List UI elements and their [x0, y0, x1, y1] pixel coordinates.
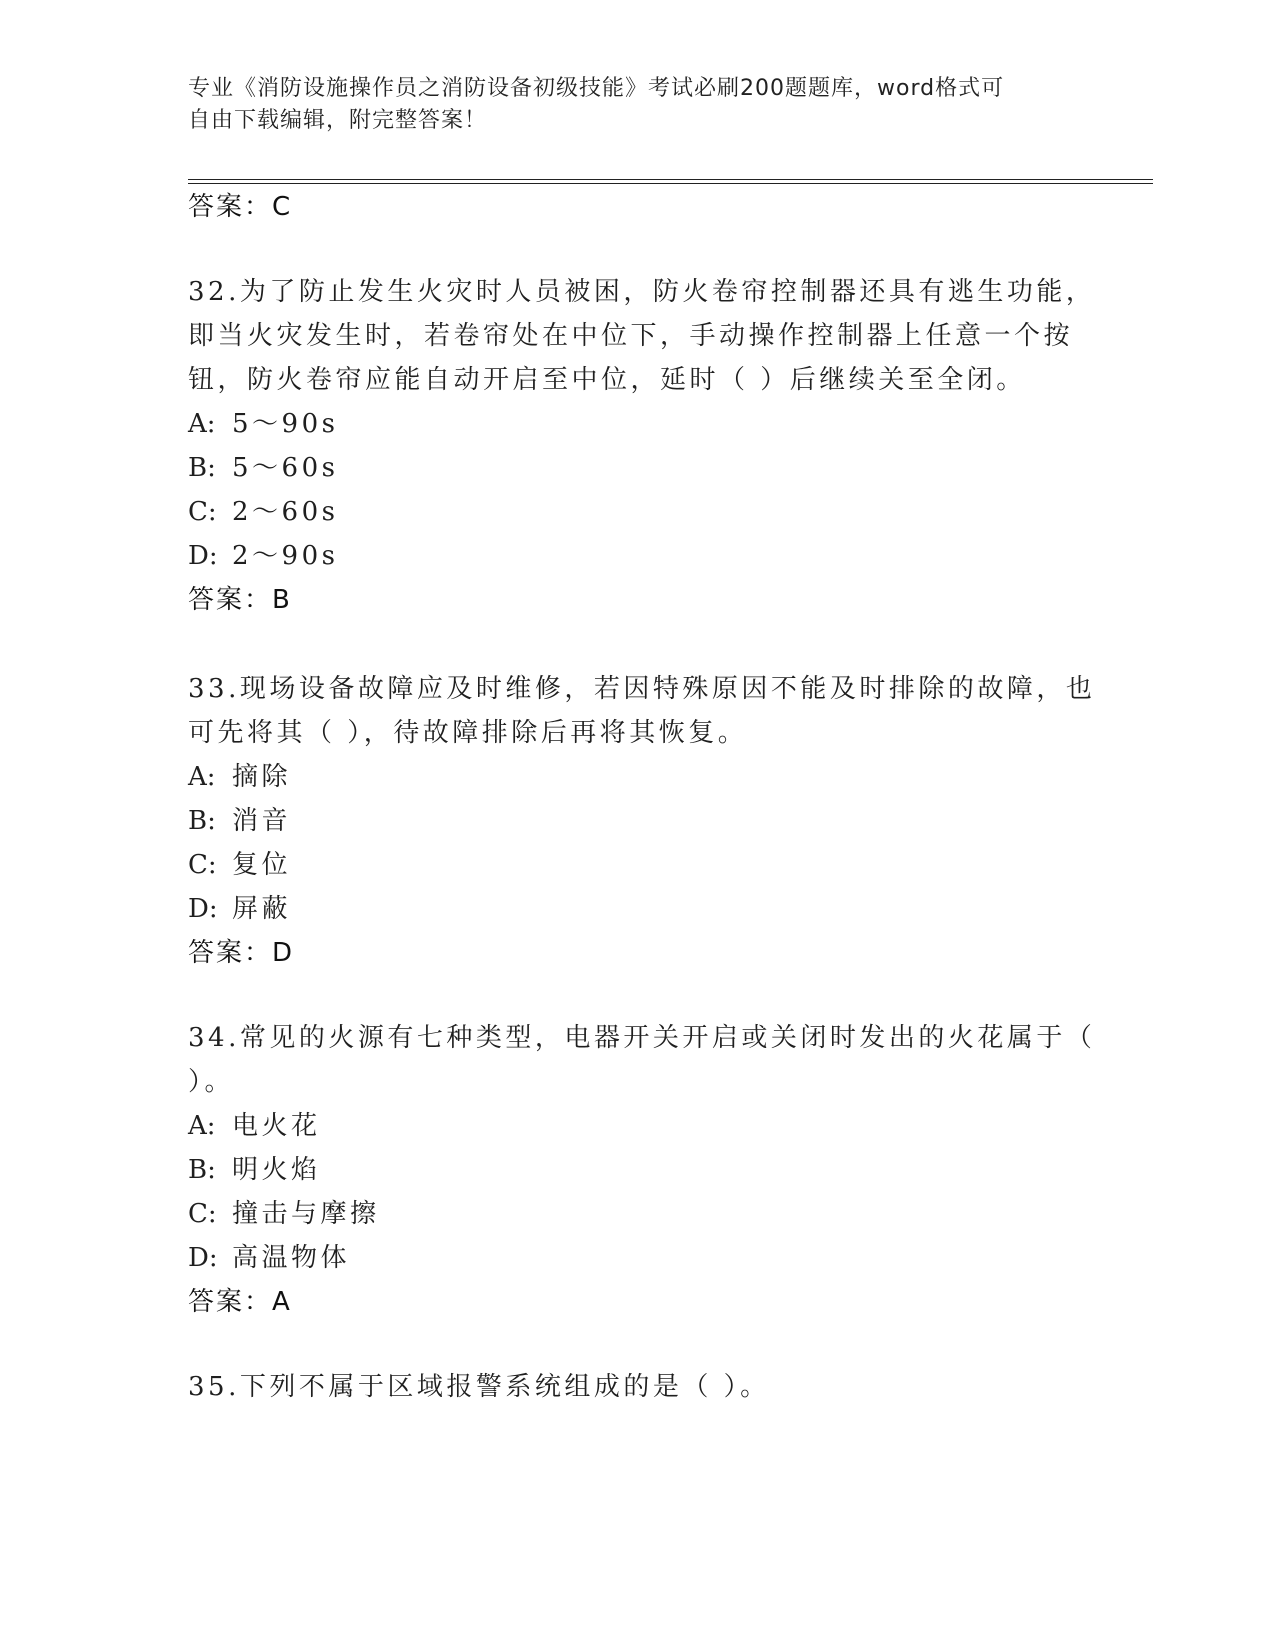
option-letter: C: — [188, 1199, 217, 1229]
question-33-answer: 答案：D — [188, 938, 295, 968]
option-text: 复位 — [232, 850, 292, 880]
question-32-line-2: 即当火灾发生时，若卷帘处在中位下，手动操作控制器上任意一个按 — [188, 321, 1074, 351]
option-letter: D: — [188, 1243, 218, 1273]
option-letter: B: — [188, 453, 216, 483]
question-32-option-c — [188, 491, 338, 528]
question-35-line-1: 35.下列不属于区域报警系统组成的是（ ）。 — [188, 1372, 770, 1402]
question-33-option-b — [188, 800, 291, 837]
previous-answer: 答案：C — [188, 192, 293, 222]
document-header — [188, 73, 1068, 137]
question-34-option-c — [188, 1193, 380, 1230]
header-line-1: 专业《消防设施操作员之消防设备初级技能》考试必刷200题题库，word格式可 — [188, 76, 1005, 101]
question-32-option-b — [188, 447, 338, 484]
question-33-line-2: 可先将其（ ），待故障排除后再将其恢复。 — [188, 718, 748, 748]
option-letter: B: — [188, 1155, 216, 1185]
option-text: 高温物体 — [232, 1243, 351, 1273]
question-33-option-d — [188, 888, 291, 925]
question-33-line-1: 33.现场设备故障应及时维修，若因特殊原因不能及时排除的故障，也 — [188, 674, 1096, 704]
question-34-option-d — [188, 1237, 350, 1274]
option-text: 2～90s — [232, 541, 339, 571]
question-34-option-b — [188, 1149, 321, 1186]
option-letter: A: — [188, 1111, 216, 1141]
question-32-line-3: 钮，防火卷帘应能自动开启至中位，延时（ ）后继续关至全闭。 — [188, 365, 1026, 395]
option-letter: B: — [188, 806, 216, 836]
option-text: 5～90s — [232, 409, 339, 439]
header-rule-bottom — [188, 183, 1153, 184]
question-34-line-2: ）。 — [188, 1067, 235, 1097]
header-rule-top — [188, 179, 1153, 180]
question-34-line-1: 34.常见的火源有七种类型，电器开关开启或关闭时发出的火花属于（ — [188, 1023, 1096, 1053]
question-33-option-c — [188, 844, 291, 881]
question-32-option-a — [188, 403, 338, 440]
option-letter: A: — [188, 762, 216, 792]
option-letter: C: — [188, 497, 217, 527]
question-34-answer: 答案：A — [188, 1287, 292, 1317]
question-32-line-1: 32.为了防止发生火灾时人员被困，防火卷帘控制器还具有逃生功能， — [188, 277, 1096, 307]
option-text: 消音 — [232, 806, 292, 836]
option-letter: A: — [188, 409, 216, 439]
option-text: 2～60s — [232, 497, 339, 527]
option-text: 电火花 — [232, 1111, 321, 1141]
question-32-answer: 答案：B — [188, 585, 292, 615]
option-letter: D: — [188, 894, 218, 924]
question-32-option-d — [188, 535, 338, 572]
option-letter: D: — [188, 541, 218, 571]
option-letter: C: — [188, 850, 217, 880]
option-text: 5～60s — [232, 453, 339, 483]
header-line-2: 自由下载编辑，附完整答案！ — [188, 108, 488, 133]
option-text: 屏蔽 — [232, 894, 292, 924]
option-text: 摘除 — [232, 762, 292, 792]
option-text: 明火焰 — [232, 1155, 321, 1185]
option-text: 撞击与摩擦 — [232, 1199, 380, 1229]
question-33-option-a — [188, 756, 291, 793]
question-34-option-a — [188, 1105, 321, 1142]
